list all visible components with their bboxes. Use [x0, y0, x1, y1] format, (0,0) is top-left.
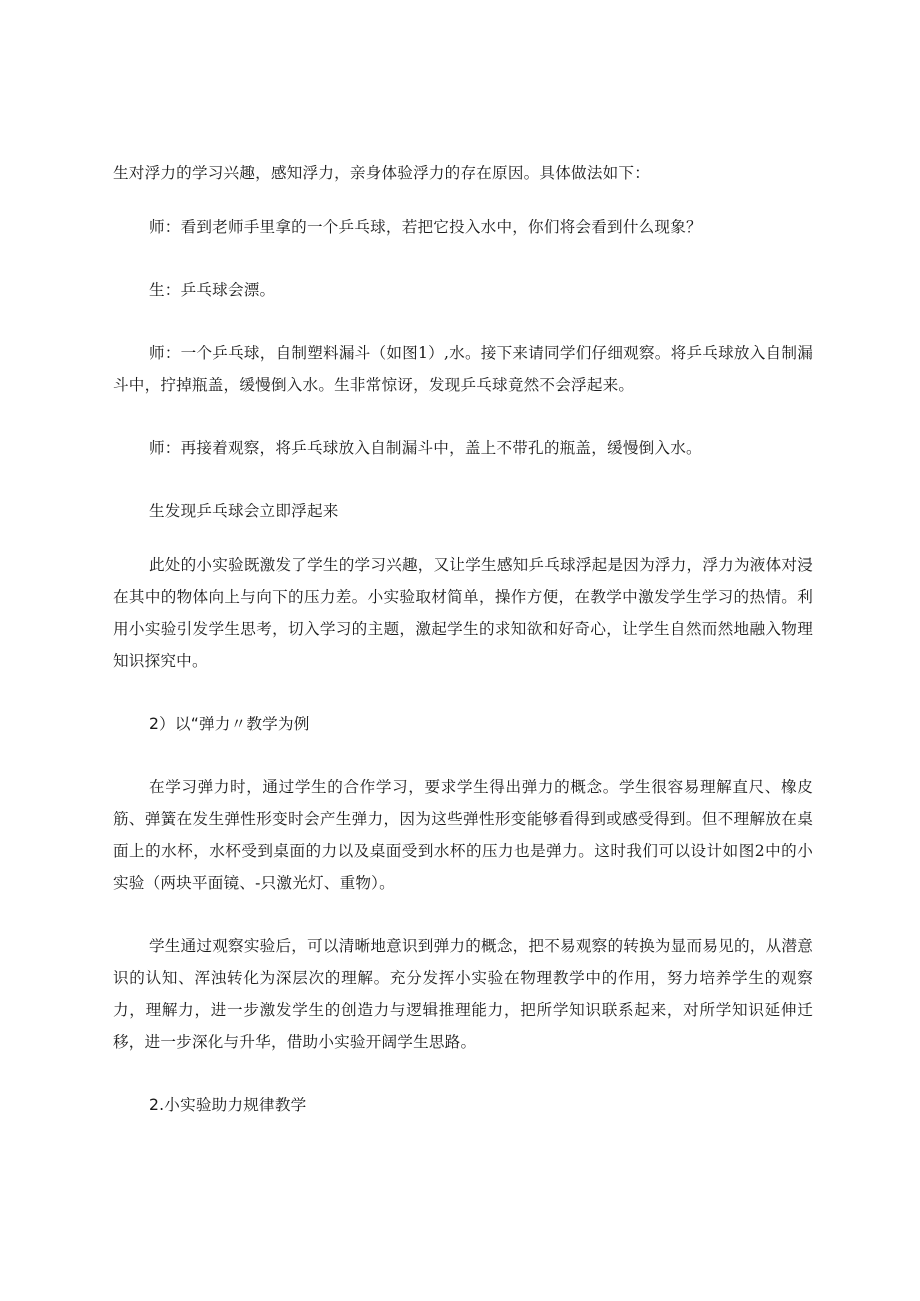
paragraph-elasticity-lesson: 在学习弹力时，通过学生的合作学习，要求学生得出弹力的概念。学生很容易理解直尺、橡皮筋、弹簧在发生弹性形变时会产生弹力，因为这些弹性形变能够看得到或感受得到。但不理解放在桌面上的水杯，水杯受到桌面的力以及桌面受到水杯的压力也是弹力。这时我们可以设计如图2中的小实验（两块平面镜、-只激光灯、重物）。	[113, 778, 813, 892]
paragraph-intro-continuation: 生对浮力的学习兴趣，感知浮力，亲身体验浮力的存在原因。具体做法如下：	[113, 164, 650, 182]
paragraph-student-answer: 生：乒乓球会漂。	[149, 281, 276, 299]
paragraph-teacher-question: 师：看到老师手里拿的一个乒乓球，若把它投入水中，你们将会看到什么现象？	[149, 218, 702, 236]
paragraph-student-observation: 生发现乒乓球会立即浮起来	[149, 502, 339, 520]
paragraph-buoyancy-analysis: 此处的小实验既激发了学生的学习兴趣，又让学生感知乒乓球浮起是因为浮力，浮力为液体对浸在其中的物体向上与向下的压力差。小实验取材简单，操作方便，在教学中激发学生学习的热情。利用小实验引发学生思考，切入学习的主题，激起学生的求知欲和好奇心，让学生自然而然地融入物理知识探究中。	[113, 556, 813, 670]
document-body	[113, 157, 813, 1152]
paragraph-elasticity-conclusion: 学生通过观察实验后，可以清晰地意识到弹力的概念，把不易观察的转换为显而易见的，从潜意识的认知、浑浊转化为深层次的理解。充分发挥小实验在物理教学中的作用，努力培养学生的观察力，理解力，进一步激发学生的创造力与逻辑推理能力，把所学知识联系起来，对所学知识延伸迁移，进一步深化与升华，借助小实验开阔学生思路。	[113, 937, 813, 1051]
section-heading-elasticity: 2）以“弹力〃教学为例	[149, 715, 310, 733]
paragraph-teacher-experiment-2: 师：再接着观察，将乒乓球放入自制漏斗中，盖上不带孔的瓶盖，缓慢倒入水。	[149, 439, 702, 457]
section-heading-laws: 2.小实验助力规律教学	[149, 1096, 307, 1114]
paragraph-teacher-experiment-1: 师：一个乒乓球，自制塑料漏斗（如图1）,水。接下来请同学们仔细观察。将乒乓球放入自制漏斗中，拧掉瓶盖，缓慢倒入水。生非常惊讶，发现乒乓球竟然不会浮起来。	[113, 344, 813, 394]
